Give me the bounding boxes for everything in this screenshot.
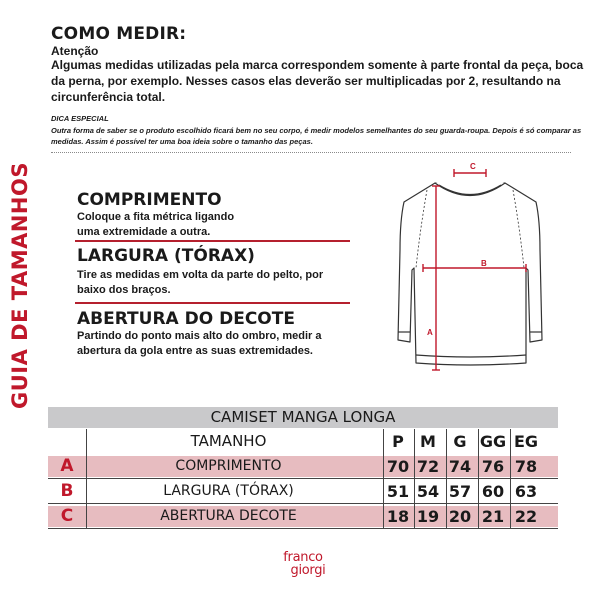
row-value: 18 bbox=[386, 507, 410, 526]
row-value: 74 bbox=[448, 457, 472, 476]
row-letter: B bbox=[60, 481, 74, 501]
size-header: EG bbox=[513, 432, 539, 451]
how-to-title: COMO MEDIR: bbox=[51, 24, 187, 44]
row-value: 20 bbox=[448, 507, 472, 526]
row-value: 76 bbox=[481, 457, 505, 476]
section-title-length: COMPRIMENTO bbox=[77, 190, 222, 210]
section-title-width: LARGURA (TÓRAX) bbox=[77, 246, 255, 266]
section-divider bbox=[75, 302, 350, 304]
attention-text: Algumas medidas utilizadas pela marca correspondem somente à parte frontal da peça, boca da perna, por exemplo. Nesses casos elas deverão ser multiplicadas por 2, resultando na circunferência total. bbox=[51, 58, 584, 104]
row-value: 21 bbox=[481, 507, 505, 526]
row-value: 22 bbox=[514, 507, 538, 526]
row-value: 78 bbox=[514, 457, 538, 476]
shirt-diagram bbox=[380, 160, 560, 375]
row-value: 70 bbox=[386, 457, 410, 476]
row-value: 19 bbox=[416, 507, 440, 526]
dotted-divider bbox=[51, 152, 571, 153]
row-label: ABERTURA DECOTE bbox=[160, 508, 297, 524]
row-value: 51 bbox=[386, 482, 410, 501]
row-value: 54 bbox=[416, 482, 440, 501]
brand-logo-line2: giorgi bbox=[290, 563, 326, 578]
table-row bbox=[48, 506, 558, 527]
section-divider bbox=[75, 240, 350, 242]
row-label: COMPRIMENTO bbox=[175, 458, 282, 474]
table-row bbox=[48, 481, 558, 502]
row-value: 57 bbox=[448, 482, 472, 501]
row-value: 60 bbox=[481, 482, 505, 501]
section-title-neck: ABERTURA DO DECOTE bbox=[77, 309, 295, 329]
row-value: 63 bbox=[514, 482, 538, 501]
section-body-length: Coloque a fita métrica ligando uma extremidade a outra. bbox=[77, 211, 235, 238]
diagram-label-c: C bbox=[470, 162, 476, 171]
row-letter: C bbox=[60, 506, 74, 526]
table-title: CAMISET MANGA LONGA bbox=[48, 407, 558, 428]
shirt-outline bbox=[398, 183, 542, 365]
diagram-label-a: A bbox=[427, 328, 433, 337]
row-letter: A bbox=[60, 456, 74, 476]
row-value: 72 bbox=[416, 457, 440, 476]
tip-label: DICA ESPECIAL bbox=[51, 114, 109, 123]
size-header: P bbox=[392, 432, 404, 451]
section-body-neck: Partindo do ponto mais alto do ombro, medir a abertura da gola entre as suas extremidades. bbox=[77, 330, 322, 357]
size-header: G bbox=[453, 432, 467, 451]
size-header: GG bbox=[479, 432, 507, 451]
row-label: LARGURA (TÓRAX) bbox=[163, 483, 294, 499]
size-header: M bbox=[420, 432, 436, 451]
section-body-width: Tire as medidas em volta da parte do pelto, por baixo dos braços. bbox=[77, 269, 324, 296]
side-title: GUIA DE TAMANHOS bbox=[8, 162, 32, 409]
attention-label: Atenção bbox=[51, 44, 99, 58]
diagram-label-b: B bbox=[481, 259, 487, 268]
table-row bbox=[48, 456, 558, 477]
brand-logo-line1: franco bbox=[283, 550, 323, 565]
tip-text: Outra forma de saber se o produto escolhido ficará bem no seu corpo, é medir modelos semelhantes do seu guarda-roupa. Depois é só comparar as medidas. Assim é possível ter uma boa ideia sobre o tamanho das peças. bbox=[51, 126, 582, 146]
brand-logo bbox=[268, 551, 338, 577]
table-header-row bbox=[48, 431, 558, 452]
size-header-label: TAMANHO bbox=[190, 432, 267, 450]
